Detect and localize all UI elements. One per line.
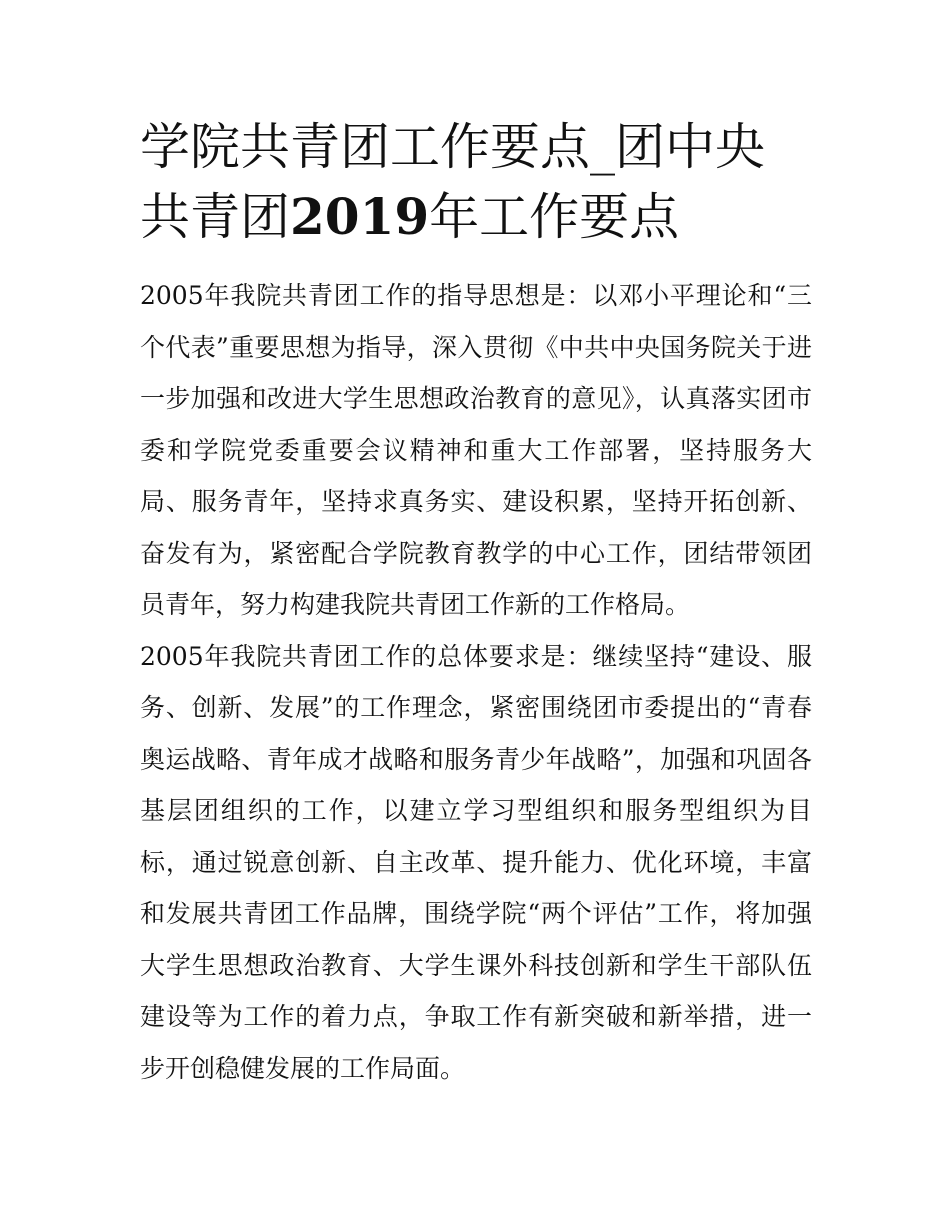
document-title	[140, 112, 812, 252]
title-year: 2019	[290, 187, 430, 246]
title-text-part1: 学院共青团工作要点_团中央共青团	[140, 118, 765, 246]
title-text-part2: 年工作要点	[429, 188, 680, 246]
paragraph-overall-requirements: 2005年我院共青团工作的总体要求是：继续坚持“建设、服务、创新、发展”的工作理念，紧密围绕团市委提出的“青春奥运战略、青年成才战略和服务青少年战略”，加强和巩固各基层团组织的工作，以建立学习型组织和服务型组织为目标，通过锐意创新、自主改革、提升能力、优化环境，丰富和发展共青团工作品牌，围绕学院“两个评估”工作，将加强大学生思想政治教育、大学生课外科技创新和学生干部队伍建设等为工作的着力点，争取工作有新突破和新举措，进一步开创稳健发展的工作局面。	[140, 641, 812, 1083]
document-page	[140, 112, 812, 1094]
paragraph-guiding-ideology: 2005年我院共青团工作的指导思想是：以邓小平理论和“三个代表”重要思想为指导，深入贯彻《中共中央国务院关于进一步加强和改进大学生思想政治教育的意见》，认真落实团市委和学院党委重要会议精神和重大工作部署，坚持服务大局、服务青年，坚持求真务实、建设积累，坚持开拓创新、奋发有为，紧密配合学院教育教学的中心工作，团结带领团员青年，努力构建我院共青团工作新的工作格局。	[140, 281, 812, 619]
